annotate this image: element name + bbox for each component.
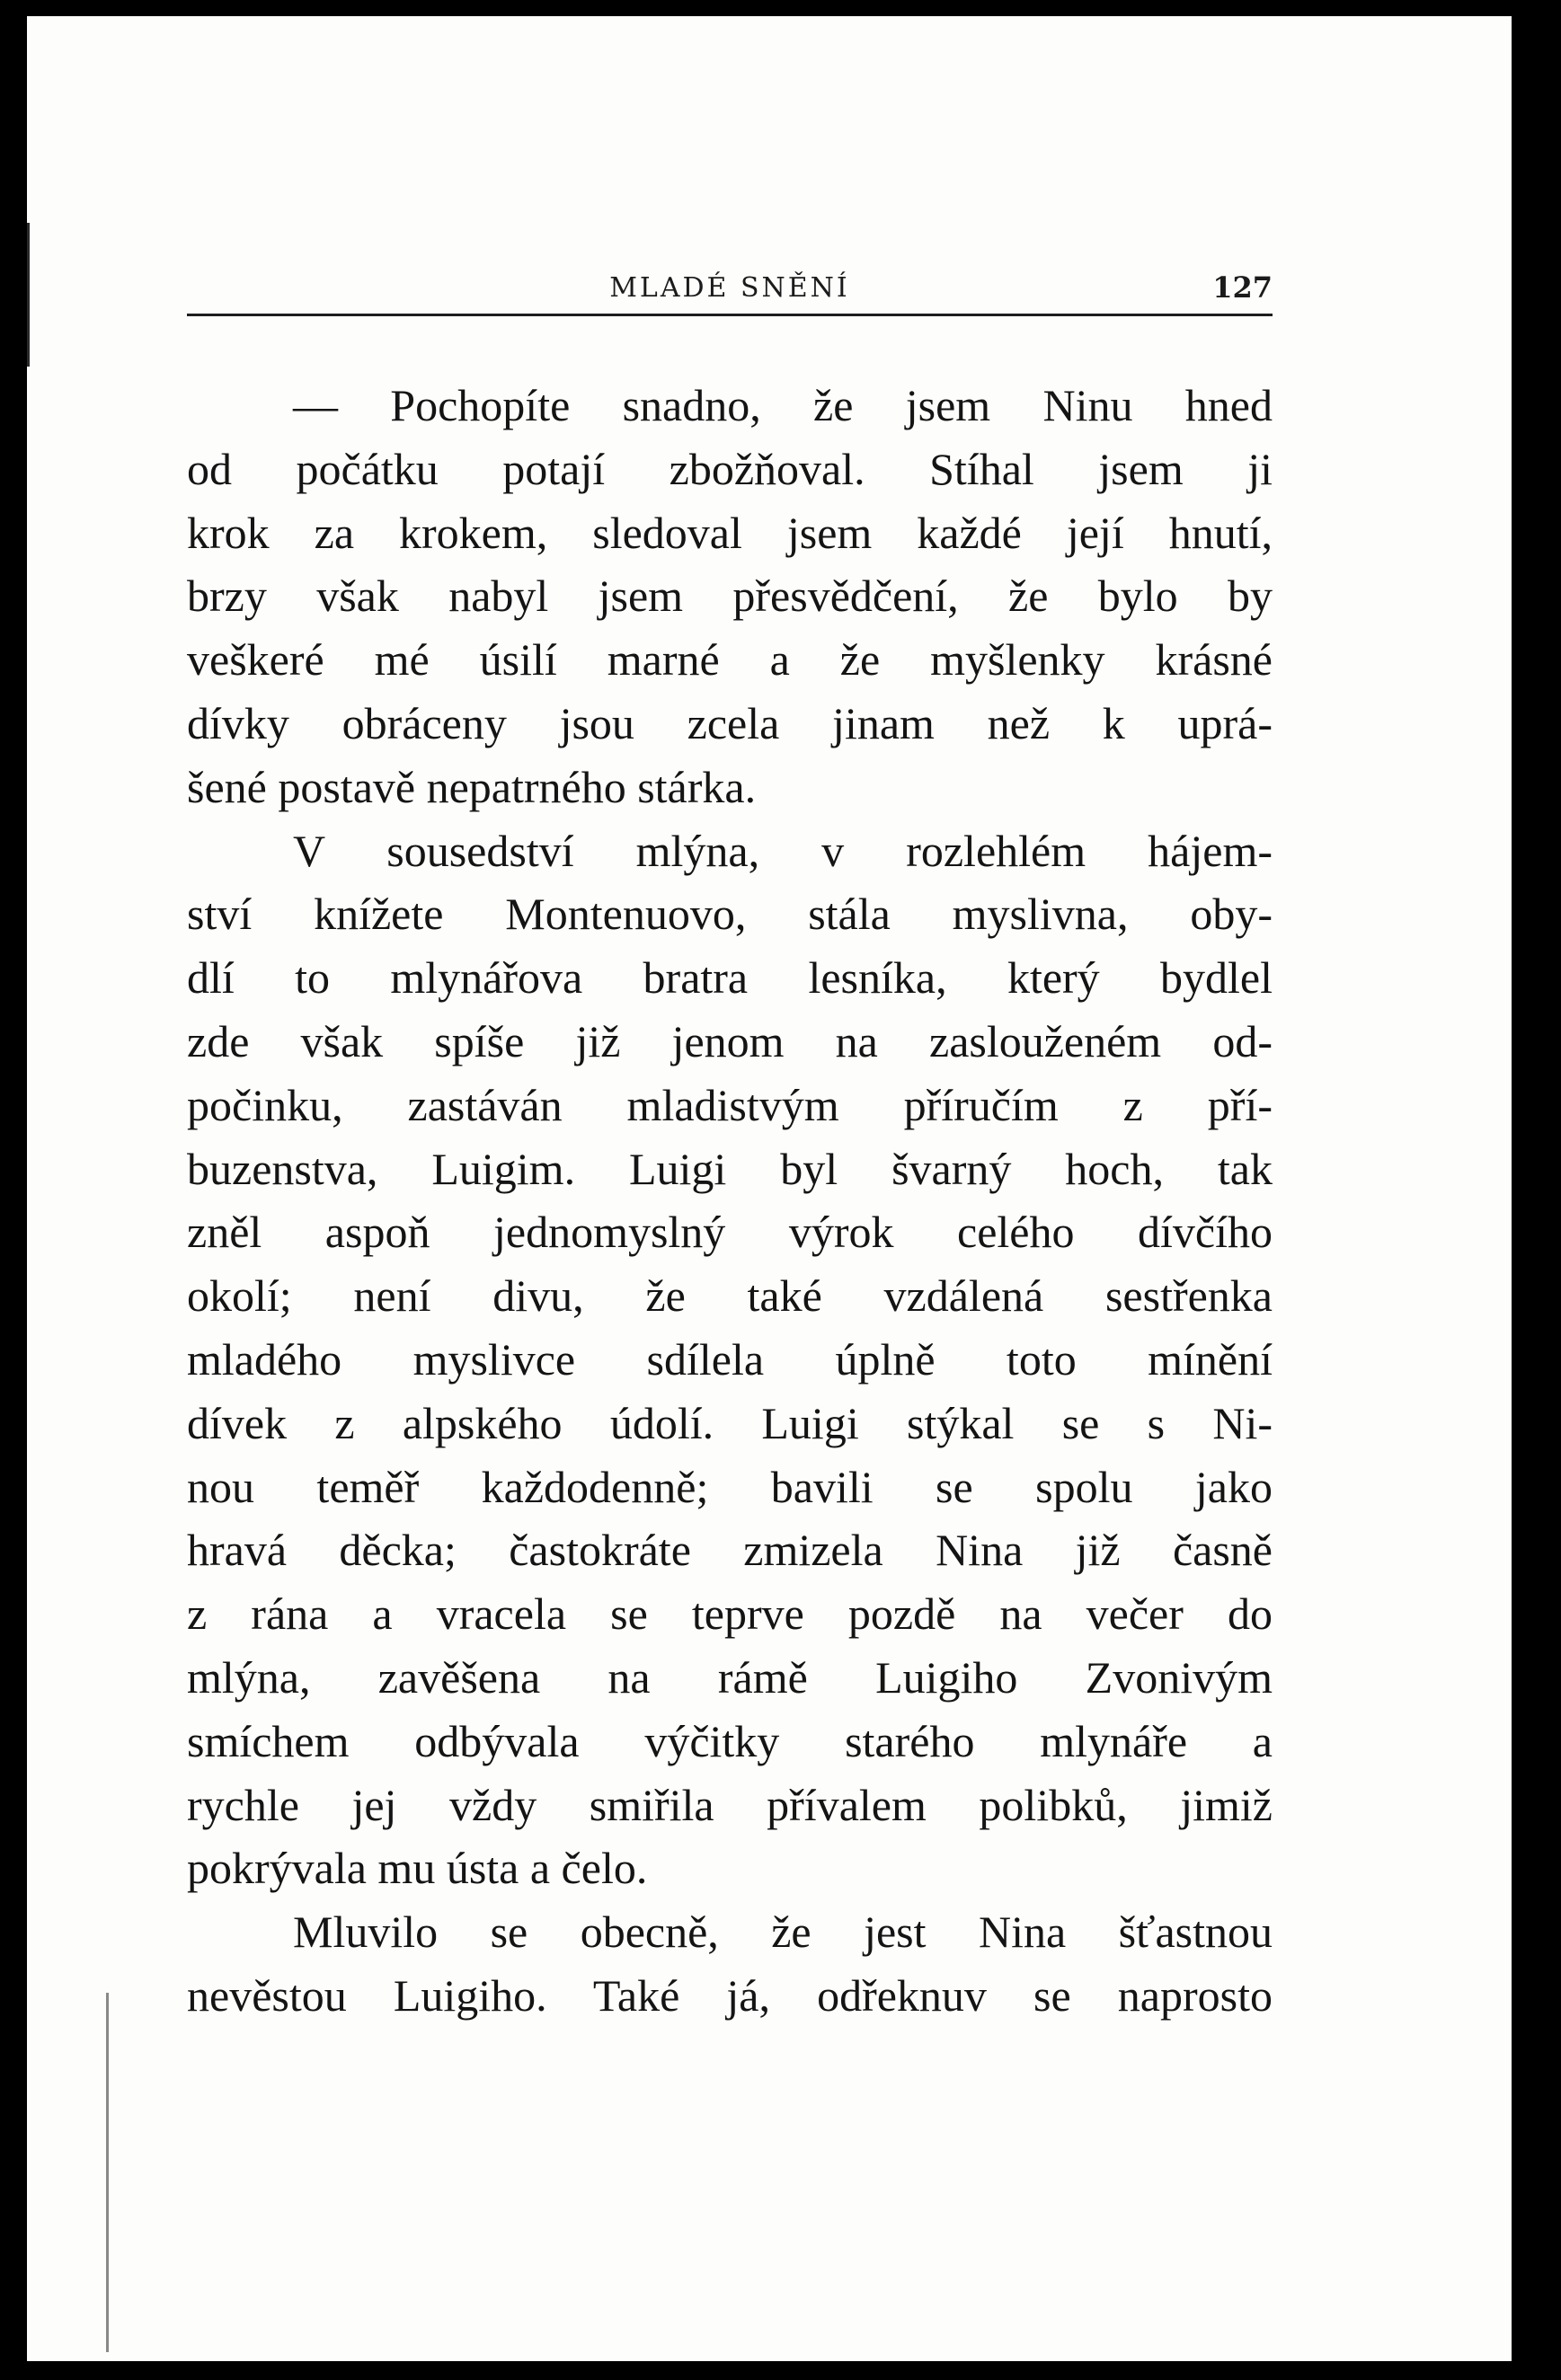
running-title: MLADÉ SNĚNÍ <box>609 272 850 304</box>
text-line: okolí; není divu, že také vzdálená sestřenka <box>187 1270 1273 1322</box>
text-line: mlýna, zavěšena na rámě Luigiho Zvonivým <box>187 1651 1273 1703</box>
text-line: Mluvilo se obecně, že jest Nina šťastnou <box>293 1907 1273 1958</box>
text-line: hravá děcka; častokráte zmizela Nina již časně <box>187 1525 1273 1576</box>
page-header <box>187 263 1273 317</box>
text-line: buzenstva, Luigim. Luigi byl švarný hoch, tak <box>187 1143 1273 1194</box>
text-line: brzy však nabyl jsem přesvědčení, že bylo by <box>187 571 1273 622</box>
paragraph <box>187 1900 1273 2028</box>
text-line: šené postavě nepatrného stárka. <box>187 761 757 812</box>
text-line: pokrývala mu ústa a čelo. <box>187 1843 648 1894</box>
text-line: dlí to mlynářova bratra lesníka, který bydlel <box>187 952 1273 1004</box>
text-line: dívky obráceny jsou zcela jinam než k uprá- <box>187 697 1273 748</box>
header-rule <box>187 314 1273 316</box>
text-line: rychle jej vždy smiřila přívalem polibků, jimiž <box>187 1779 1273 1830</box>
scan-edge-mark <box>27 223 30 367</box>
text-line: počinku, zastáván mladistvým příručím z pří- <box>187 1079 1273 1130</box>
paragraph <box>187 374 1273 819</box>
text-line: mladého myslivce sdílela úplně toto mínění <box>187 1333 1273 1385</box>
paragraph <box>187 819 1273 1901</box>
text-line: smíchem odbývala výčitky starého mlynáře a <box>187 1715 1273 1766</box>
scan-edge-mark <box>106 1993 109 2352</box>
text-line: — Pochopíte snadno, že jsem Ninu hned <box>293 380 1273 430</box>
text-line: dívek z alpského údolí. Luigi stýkal se s Ni- <box>187 1397 1273 1448</box>
text-line: nou teměř každodenně; bavili se spolu jako <box>187 1461 1273 1512</box>
text-line: krok za krokem, sledoval jsem každé její hnutí, <box>187 507 1273 558</box>
text-line: ství knížete Montenuovo, stála myslivna, oby- <box>187 889 1273 940</box>
text-line: veškeré mé úsilí marné a že myšlenky krásné <box>187 634 1273 686</box>
text-line: od počátku potají zbožňoval. Stíhal jsem ji <box>187 443 1273 494</box>
text-line: z rána a vracela se teprve pozdě na večer do <box>187 1588 1273 1640</box>
text-line: zde však spíše již jenom na zaslouženém od- <box>187 1015 1273 1066</box>
book-page <box>27 16 1512 2361</box>
text-line: V sousedství mlýna, v rozlehlém hájem- <box>293 825 1273 876</box>
body-text <box>187 374 1273 2028</box>
page-number: 127 <box>1212 270 1273 305</box>
text-line: zněl aspoň jednomyslný výrok celého dívčího <box>187 1207 1273 1258</box>
text-line: nevěstou Luigiho. Také já, odřeknuv se naprosto <box>187 1969 1273 2021</box>
